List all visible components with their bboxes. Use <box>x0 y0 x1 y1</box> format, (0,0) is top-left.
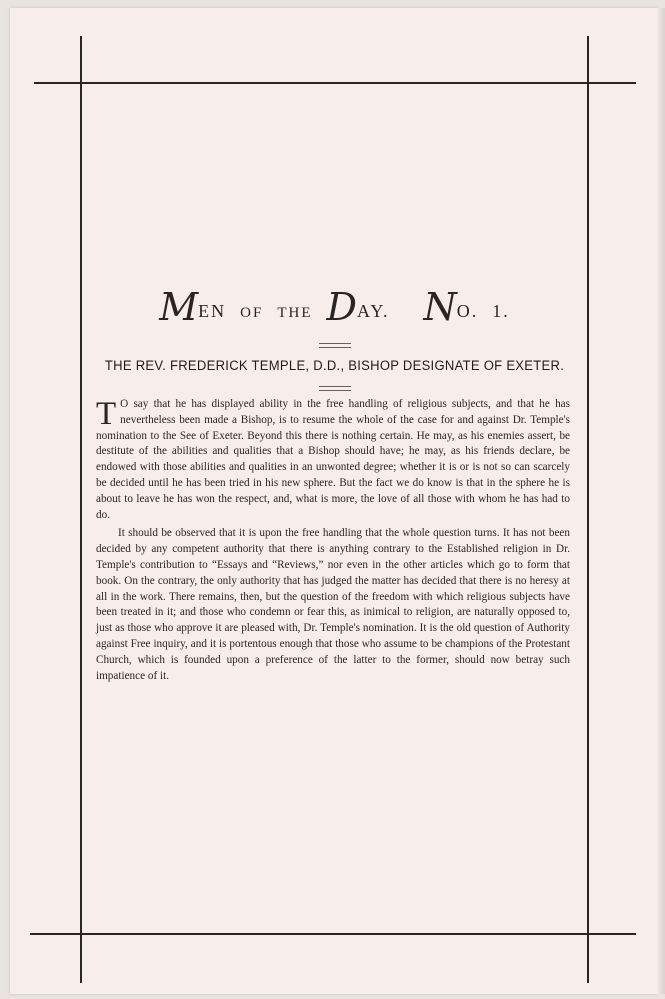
masthead-cap-d: D <box>326 285 357 329</box>
article-body <box>96 397 570 684</box>
drop-cap: T <box>96 396 117 432</box>
masthead-cap-m: M <box>159 285 199 329</box>
paragraph-2: It should be observed that it is upon the free handling that the whole question turns. It has not been decided by any competent authority that there is anything contrary to the Established religion in Dr. Temple's contribution to “Essays and “Reviews,” nor even in the other articles which go to form that book. On the contrary, the only authority that has judged the matter has decided that there is no heresy at all in the work. There remains, then, but the question of the freedom with which religious subjects have been treated in it; and those who condemn or fear this, as inimical to religion, are naturally opposed to, just as those who approve it are pleased with, Dr. Temple's nomination. It is the old question of Authority against Free inquiry, and it is portentous enough that those who assume to be champions of the Protestant Church, which is founded upon a preference of the latter to the former, should now betray such impatience of it. <box>96 527 570 682</box>
article-subtitle: THE REV. FREDERICK TEMPLE, D.D., BISHOP DESIGNATE OF EXETER. <box>104 358 565 374</box>
border-rule-right <box>587 36 589 983</box>
page-edge-shadow <box>658 8 665 994</box>
masthead-word-the: THE <box>277 305 313 321</box>
article-header <box>82 285 587 391</box>
masthead-title <box>82 285 587 329</box>
masthead-number: 1. <box>492 301 510 321</box>
border-rule-bottom <box>30 933 636 935</box>
masthead-word-en: EN <box>198 301 227 321</box>
masthead-word-no: O. <box>456 301 479 321</box>
border-rule-top <box>34 82 636 84</box>
masthead-word-of: OF <box>240 305 264 321</box>
ornament-rule-upper <box>319 343 351 348</box>
paragraph-1 <box>96 397 570 523</box>
paragraph-1-text: O say that he has displayed ability in the free handling of religious subjects, and that he has nevertheless been made a Bishop, is to resume the whole of the case for and against Dr. Temple's nomination to the See of Exeter. Beyond this there is nothing certain. He may, as his enemies assert, be destitute of the abilities and qualities that a Bishop should have; he may, as his friends declare, be endowed with those abilities and qualities in an unwonted degree; whether it is or is not so can scarcely be decided until he has been tried in his new sphere. But the fact we do know is that in the sphere he is about to leave he has won the respect, and, what is more, the love of all those with whom he has had to do. <box>96 398 570 521</box>
ornament-rule-lower <box>319 386 351 391</box>
masthead-cap-n: N <box>423 285 457 329</box>
masthead-word-ay: AY. <box>356 301 390 321</box>
border-rule-left <box>80 36 82 983</box>
